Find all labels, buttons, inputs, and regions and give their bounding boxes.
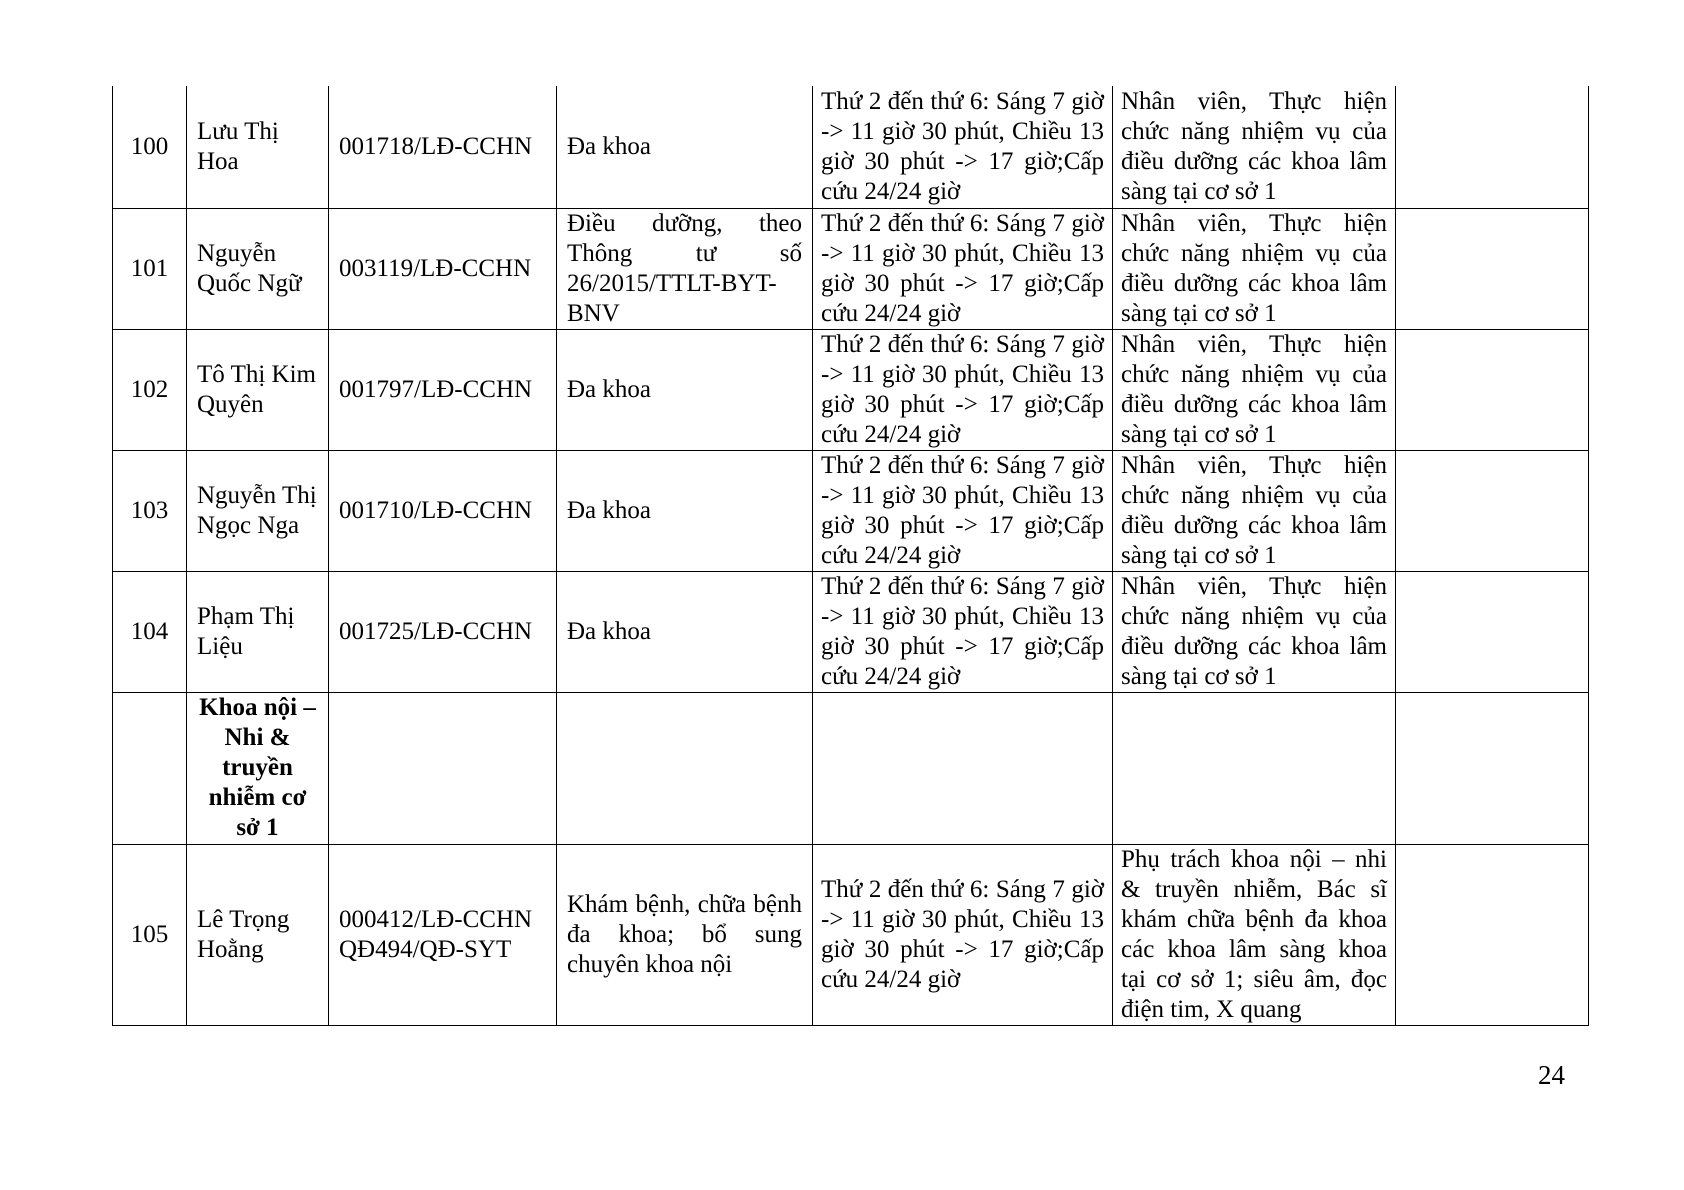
position: Phụ trách khoa nội – nhi & truyền nhiễm, Bác sĩ khám chữa bệnh đa khoa các khoa lâm sàng khoa tại cơ sở 1; siêu âm, đọc điện tim, X quang (1113, 844, 1396, 1025)
row-number: 102 (113, 329, 187, 450)
working-time: Thứ 2 đến thứ 6: Sáng 7 giờ -> 11 giờ 30 phút, Chiều 13 giờ 30 phút -> 17 giờ;Cấp cứu 24/24 giờ (813, 844, 1113, 1025)
table-row (113, 329, 1589, 450)
staff-name: Nguyễn Thị Ngọc Nga (187, 450, 329, 571)
staff-table (112, 86, 1589, 1026)
position: Nhân viên, Thực hiện chức năng nhiệm vụ của điều dưỡng các khoa lâm sàng tại cơ sở 1 (1113, 571, 1396, 692)
table-row (113, 571, 1589, 692)
staff-name: Phạm Thị Liệu (187, 571, 329, 692)
certificate-number: 003119/LĐ-CCHN (329, 208, 557, 329)
section-empty-cell (813, 692, 1113, 844)
position: Nhân viên, Thực hiện chức năng nhiệm vụ của điều dưỡng các khoa lâm sàng tại cơ sở 1 (1113, 329, 1396, 450)
table-row (113, 86, 1589, 208)
practice-scope: Đa khoa (557, 450, 813, 571)
table-row (113, 844, 1589, 1025)
section-empty-cell (1396, 692, 1589, 844)
practice-scope: Đa khoa (557, 571, 813, 692)
working-time: Thứ 2 đến thứ 6: Sáng 7 giờ -> 11 giờ 30 phút, Chiều 13 giờ 30 phút -> 17 giờ;Cấp cứu 24/24 giờ (813, 86, 1113, 208)
row-number: 100 (113, 86, 187, 208)
certificate-number: 001710/LĐ-CCHN (329, 450, 557, 571)
section-empty-cell (1113, 692, 1396, 844)
certificate-number: 001725/LĐ-CCHN (329, 571, 557, 692)
table-row (113, 450, 1589, 571)
note (1396, 844, 1589, 1025)
section-empty-cell (557, 692, 813, 844)
practice-scope: Điều dưỡng, theo Thông tư số 26/2015/TTLT-BYT-BNV (557, 208, 813, 329)
certificate-number: 001718/LĐ-CCHN (329, 86, 557, 208)
staff-name: Lưu Thị Hoa (187, 86, 329, 208)
page-number: 24 (1538, 1060, 1565, 1090)
position: Nhân viên, Thực hiện chức năng nhiệm vụ của điều dưỡng các khoa lâm sàng tại cơ sở 1 (1113, 450, 1396, 571)
staff-name: Nguyễn Quốc Ngữ (187, 208, 329, 329)
row-number: 103 (113, 450, 187, 571)
table-row (113, 208, 1589, 329)
practice-scope: Đa khoa (557, 86, 813, 208)
working-time: Thứ 2 đến thứ 6: Sáng 7 giờ -> 11 giờ 30 phút, Chiều 13 giờ 30 phút -> 17 giờ;Cấp cứu 24/24 giờ (813, 571, 1113, 692)
note (1396, 86, 1589, 208)
section-empty-cell (329, 692, 557, 844)
note (1396, 208, 1589, 329)
section-row (113, 692, 1589, 844)
certificate-number: 000412/LĐ-CCHNQĐ494/QĐ-SYT (329, 844, 557, 1025)
staff-name: Lê Trọng Hoằng (187, 844, 329, 1025)
note (1396, 450, 1589, 571)
note (1396, 329, 1589, 450)
position: Nhân viên, Thực hiện chức năng nhiệm vụ của điều dưỡng các khoa lâm sàng tại cơ sở 1 (1113, 86, 1396, 208)
note (1396, 571, 1589, 692)
row-number: 101 (113, 208, 187, 329)
practice-scope: Đa khoa (557, 329, 813, 450)
working-time: Thứ 2 đến thứ 6: Sáng 7 giờ -> 11 giờ 30 phút, Chiều 13 giờ 30 phút -> 17 giờ;Cấp cứu 24/24 giờ (813, 329, 1113, 450)
certificate-number: 001797/LĐ-CCHN (329, 329, 557, 450)
row-number: 105 (113, 844, 187, 1025)
section-empty-cell (113, 692, 187, 844)
working-time: Thứ 2 đến thứ 6: Sáng 7 giờ -> 11 giờ 30 phút, Chiều 13 giờ 30 phút -> 17 giờ;Cấp cứu 24/24 giờ (813, 450, 1113, 571)
position: Nhân viên, Thực hiện chức năng nhiệm vụ của điều dưỡng các khoa lâm sàng tại cơ sở 1 (1113, 208, 1396, 329)
practice-scope: Khám bệnh, chữa bệnh đa khoa; bổ sung chuyên khoa nội (557, 844, 813, 1025)
section-title: Khoa nội – Nhi & truyền nhiễm cơ sở 1 (187, 692, 329, 844)
staff-name: Tô Thị Kim Quyên (187, 329, 329, 450)
working-time: Thứ 2 đến thứ 6: Sáng 7 giờ -> 11 giờ 30 phút, Chiều 13 giờ 30 phút -> 17 giờ;Cấp cứu 24/24 giờ (813, 208, 1113, 329)
row-number: 104 (113, 571, 187, 692)
